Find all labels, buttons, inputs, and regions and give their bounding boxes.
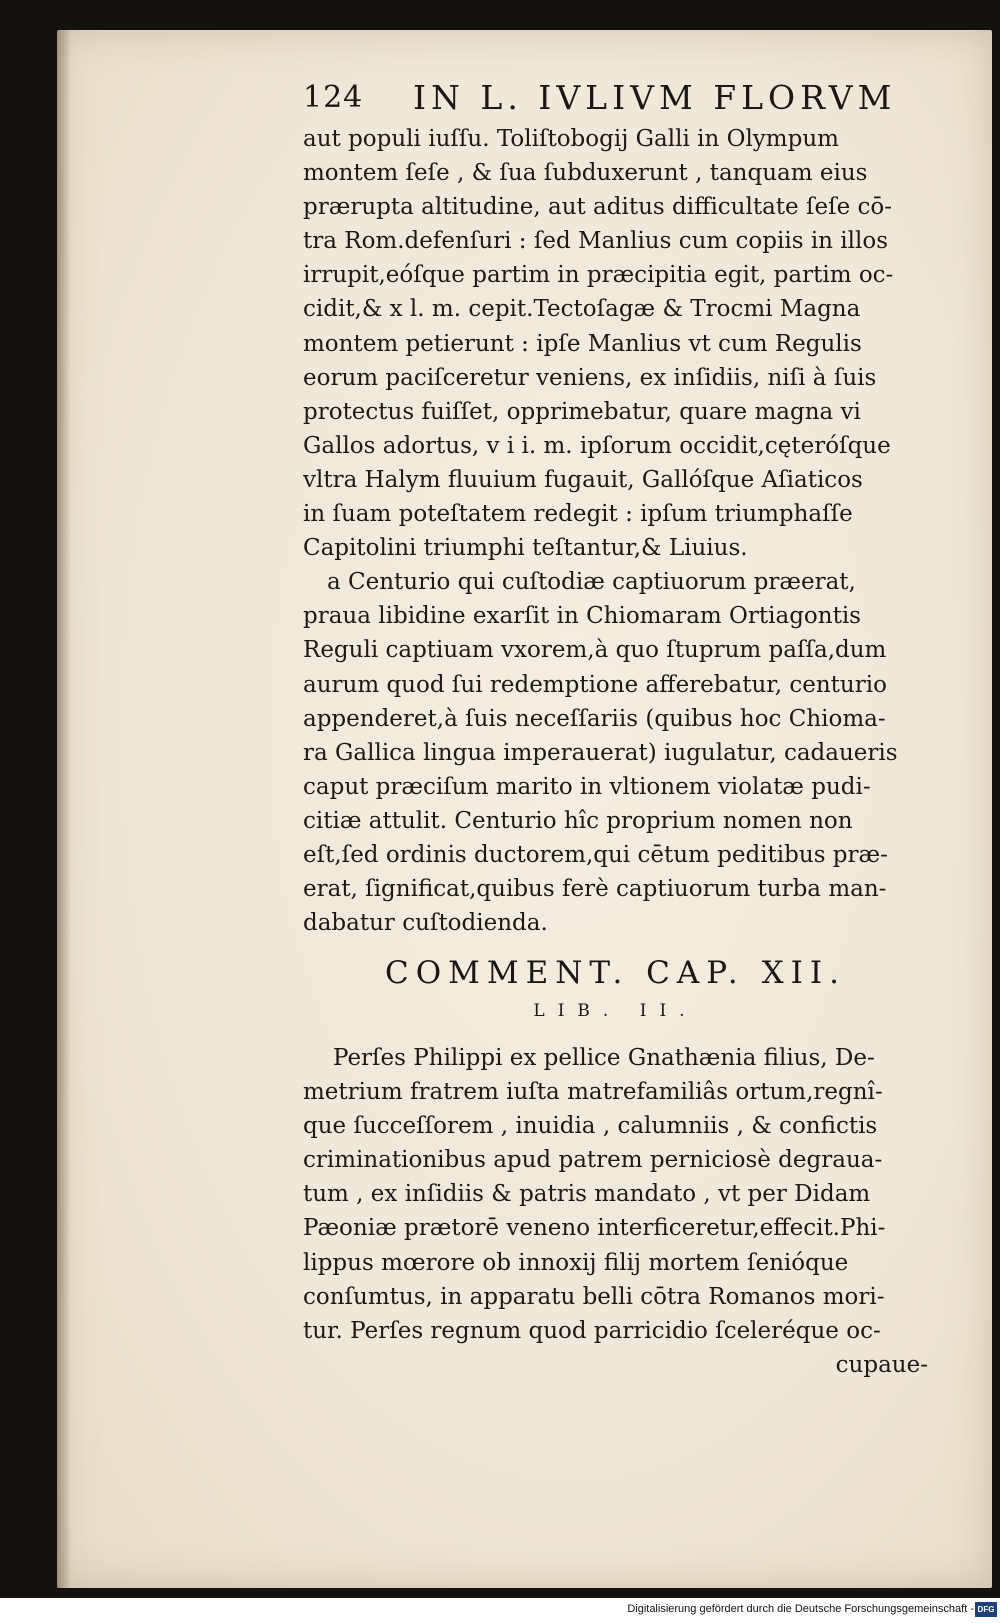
note-line: dabatur cuſtodienda.	[303, 910, 548, 937]
section-subtitle: LIB. II.	[533, 1001, 698, 1021]
text-line: montem ſeſe , & ſua ſubduxerunt , tanquam eius	[303, 160, 868, 187]
text-line: irrupit,eóſque partim in præcipitia egit, partim oc-	[303, 262, 894, 289]
section-title: COMMENT. CAP. XII.	[384, 955, 846, 991]
note-line: ra Gallica lingua imperauerat) iugulatur, cadaueris	[303, 739, 898, 766]
digitization-footer	[0, 1598, 1000, 1623]
note-line: appenderet,à ſuis neceſſariis (quibus hoc Chioma-	[303, 705, 886, 732]
text-line: tum , ex inſidiis & patris mandato , vt per Didam	[303, 1181, 871, 1208]
gutter-shadow	[57, 30, 71, 1588]
running-head: IN L. IVLIVM FLORVM	[413, 78, 897, 117]
note-line: caput præciſum marito in vltionem violatæ pudi-	[303, 773, 871, 800]
text-line: tur. Perſes regnum quod parricidio ſceleréque oc-	[303, 1317, 881, 1344]
note-line: aurum quod ſui redemptione afferebatur, centurio	[303, 671, 887, 698]
note-line: praua libidine exarſit in Chiomaram Ortiagontis	[303, 603, 861, 630]
page-number: 124	[303, 80, 364, 115]
text-line: protectus fuiſſet, opprimebatur, quare magna vi	[303, 398, 861, 425]
text-line: prærupta altitudine, aut aditus difficultate ſeſe cō-	[303, 194, 893, 221]
commentary-text	[303, 122, 928, 940]
text-line: Gallos adortus, v i i. m. ipſorum occidit,cęteróſque	[303, 432, 891, 459]
text-line: criminationibus apud patrem perniciosè degraua-	[303, 1147, 883, 1174]
text-line: tra Rom.defenſuri : ſed Manlius cum copiis in illos	[303, 228, 889, 255]
text-line: lippus mœrore ob innoxij filij mortem ſenióque	[303, 1249, 849, 1276]
dfg-logo: DFG	[975, 1602, 997, 1617]
text-line: que ſucceſſorem , inuidia , calumniis , & confictis	[303, 1113, 878, 1140]
note-line: a Centurio qui cuſtodiæ captiuorum præerat,	[327, 569, 856, 596]
page-header	[303, 74, 903, 124]
funding-credit: Digitalisierung gefördert durch die Deutsche Forschungsgemeinschaft -	[627, 1603, 974, 1615]
text-line: Pæoniæ prætorē veneno interficeretur,effecit.Phi-	[303, 1215, 886, 1242]
text-line: cidit,& x l. m. cepit.Tectoſagæ & Trocmi Magna	[303, 296, 861, 323]
text-line: Perſes Philippi ex pellice Gnathænia filius, De-	[333, 1045, 875, 1071]
text-line: Capitolini triumphi teſtantur,& Liuius.	[303, 535, 748, 562]
text-line: in ſuam poteſtatem redegit : ipſum triumphaſſe	[303, 501, 853, 528]
catchword: cupaue-	[835, 1351, 928, 1378]
text-line: vltra Halym fluuium fugauit, Gallóſque Aſiaticos	[303, 466, 863, 493]
note-line: citiæ attulit. Centurio hîc proprium nomen non	[303, 807, 853, 834]
text-line: aut populi iuſſu. Toliſtobogij Galli in Olympum	[303, 126, 839, 152]
note-line: erat, ſignificat,quibus ferè captiuorum turba man-	[303, 876, 887, 903]
text-line: montem petierunt : ipſe Manlius vt cum Regulis	[303, 330, 862, 357]
text-line: eorum paciſceretur veniens, ex inſidiis, niſi à ſuis	[303, 364, 877, 391]
note-line: eſt,ſed ordinis ductorem,qui cētum peditibus præ-	[303, 841, 888, 868]
note-line: Reguli captiuam vxorem,à quo ſtuprum paſſa,dum	[303, 637, 887, 664]
text-line: conſumtus, in apparatu belli cōtra Romanos mori-	[303, 1283, 885, 1310]
chapter-text	[303, 1041, 928, 1382]
text-line: metrium fratrem iuſta matrefamiliâs ortum,regnî-	[303, 1079, 883, 1106]
